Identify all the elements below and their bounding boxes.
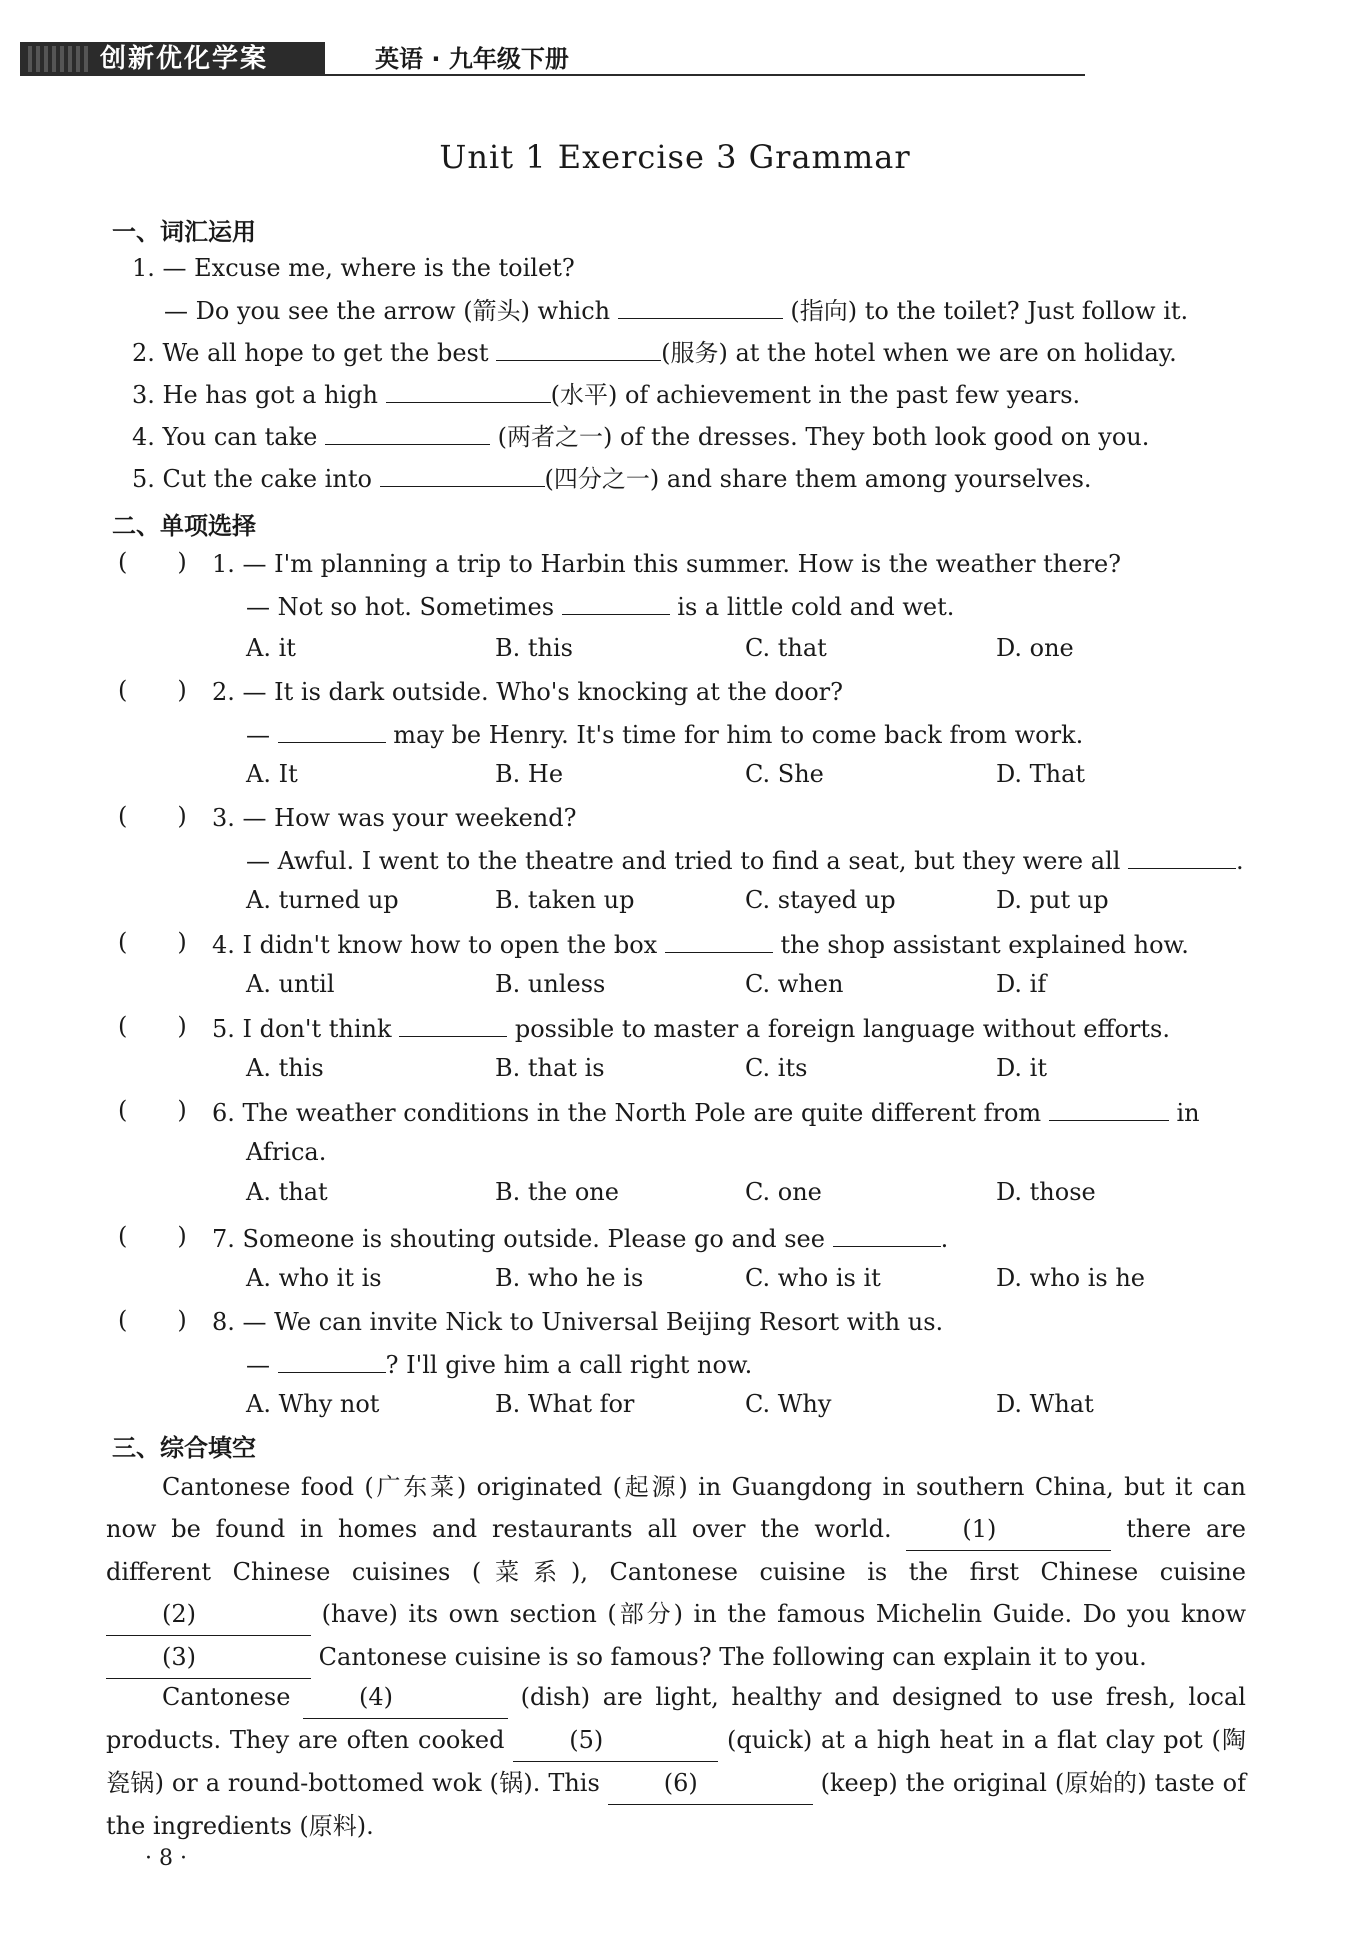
text: (quick) at a high heat in a flat clay pot (陶瓷锅) or a round-bottomed wok (锅). This [106, 1726, 1246, 1797]
page-title: Unit 1 Exercise 3 Grammar [439, 138, 911, 176]
paren-left: ( [118, 548, 128, 576]
vocab-q1-question: 1. — Excuse me, where is the toilet? [132, 254, 575, 282]
cloze-blank-2[interactable] [106, 1593, 311, 1636]
mc-q6-question [212, 1096, 1200, 1129]
paren-left: ( [118, 676, 128, 704]
cloze-blank-4[interactable] [303, 1676, 508, 1719]
answer-blank[interactable] [1128, 844, 1236, 869]
option-b[interactable]: B. that is [495, 1054, 605, 1082]
page-header [20, 42, 1070, 76]
logo-stripes-icon [28, 46, 88, 72]
option-c[interactable]: C. who is it [745, 1264, 881, 1292]
option-c[interactable]: C. when [745, 970, 844, 998]
mc-q1-question: 1. — I'm planning a trip to Harbin this summer. How is the weather there? [212, 550, 1122, 578]
option-d[interactable]: D. if [996, 970, 1047, 998]
mc-q7-question [212, 1222, 948, 1255]
text: (四分之一) and share them among yourselves. [544, 465, 1092, 493]
option-d[interactable]: D. That [996, 760, 1086, 788]
paren-right: ) [177, 928, 187, 956]
answer-paren[interactable] [118, 1222, 187, 1250]
text: (两者之一) of the dresses. They both look good on you. [497, 423, 1150, 451]
cloze-paragraph-2 [106, 1676, 1246, 1847]
option-b[interactable]: B. He [495, 760, 564, 788]
paren-left: ( [118, 1096, 128, 1124]
paren-right: ) [177, 1222, 187, 1250]
option-a[interactable]: A. until [246, 970, 335, 998]
vocab-q3 [132, 378, 1080, 411]
mc-q2-answer-line [246, 718, 1083, 751]
answer-blank[interactable] [562, 590, 670, 615]
mc-q3-answer-line [246, 844, 1244, 877]
mc-q1-answer-line [246, 590, 954, 623]
text: Cantonese food (广东菜) originated (起源) in Guangdong in southern China, but it can now be found in homes and restaurants all over the world. [106, 1473, 1246, 1543]
option-a[interactable]: A. turned up [246, 886, 399, 914]
answer-paren[interactable] [118, 1012, 187, 1040]
text: (have) its own section (部分) in the famous Michelin Guide. Do you know [321, 1600, 1246, 1628]
text: Cantonese [162, 1683, 291, 1711]
section-heading-cloze: 三、综合填空 [112, 1434, 256, 1462]
option-a[interactable]: A. it [246, 634, 296, 662]
paren-left: ( [118, 1222, 128, 1250]
option-d[interactable]: D. those [996, 1178, 1096, 1206]
answer-paren[interactable] [118, 1306, 187, 1334]
text: 6. The weather conditions in the North Pole are quite different from [212, 1099, 1042, 1127]
option-a[interactable]: A. that [246, 1178, 328, 1206]
brand-text: 创新优化学案 [100, 44, 269, 74]
option-a[interactable]: A. who it is [246, 1264, 382, 1292]
paren-left: ( [118, 1012, 128, 1040]
text: (4) [359, 1683, 394, 1711]
paren-left: ( [118, 802, 128, 830]
option-c[interactable]: C. stayed up [745, 886, 896, 914]
option-d[interactable]: D. What [996, 1390, 1094, 1418]
option-d[interactable]: D. who is he [996, 1264, 1146, 1292]
text: possible to master a foreign language without efforts. [514, 1015, 1170, 1043]
answer-paren[interactable] [118, 928, 187, 956]
text: (服务) at the hotel when we are on holiday. [661, 339, 1177, 367]
brand-logo [20, 42, 325, 76]
option-a[interactable]: A. It [246, 760, 298, 788]
text: 3. He has got a high [132, 381, 378, 409]
text: may be Henry. It's time for him to come back from work. [393, 721, 1084, 749]
text: (5) [569, 1726, 604, 1754]
paren-right: ) [177, 1096, 187, 1124]
option-a[interactable]: A. this [246, 1054, 324, 1082]
answer-blank[interactable] [325, 420, 490, 445]
mc-q5-question [212, 1012, 1170, 1045]
text: . [1236, 847, 1244, 875]
paren-left: ( [118, 1306, 128, 1334]
option-c[interactable]: C. Why [745, 1390, 832, 1418]
text: (水平) of achievement in the past few years. [550, 381, 1081, 409]
vocab-q1-answer-line [164, 294, 1188, 327]
text: 4. I didn't know how to open the box [212, 931, 658, 959]
answer-paren[interactable] [118, 802, 187, 830]
text: in [1176, 1099, 1200, 1127]
answer-paren[interactable] [118, 1096, 187, 1124]
text: (2) [162, 1600, 196, 1628]
option-d[interactable]: D. put up [996, 886, 1109, 914]
text: there are different Chinese cuisines (菜系), Cantonese cuisine is the first Chinese cuisine [106, 1515, 1246, 1586]
option-c[interactable]: C. that [745, 634, 827, 662]
option-a[interactable]: A. Why not [246, 1390, 380, 1418]
mc-q3-question: 3. — How was your weekend? [212, 804, 577, 832]
vocab-q2 [132, 336, 1177, 369]
cloze-blank-1[interactable] [906, 1508, 1111, 1551]
answer-blank[interactable] [278, 718, 386, 743]
subject-label: 英语 · 九年级下册 [375, 45, 569, 73]
option-b[interactable]: B. this [495, 634, 573, 662]
cloze-paragraph-1 [106, 1466, 1246, 1679]
text: (3) [162, 1643, 196, 1671]
option-d[interactable]: D. it [996, 1054, 1047, 1082]
answer-paren[interactable] [118, 676, 187, 704]
paren-right: ) [177, 1012, 187, 1040]
option-d[interactable]: D. one [996, 634, 1074, 662]
answer-blank[interactable] [399, 1012, 507, 1037]
answer-blank[interactable] [1049, 1096, 1169, 1121]
mc-q4-question [212, 928, 1189, 961]
text: . [940, 1225, 949, 1253]
option-c[interactable]: C. its [745, 1054, 808, 1082]
option-b[interactable]: B. the one [495, 1178, 619, 1206]
text: 7. Someone is shouting outside. Please go and see [212, 1225, 825, 1253]
text: (1) [962, 1515, 997, 1543]
answer-blank[interactable] [618, 294, 783, 319]
cloze-blank-6[interactable] [608, 1762, 813, 1805]
text: Cantonese cuisine is so famous? The following can explain it to you. [318, 1643, 1147, 1671]
text: (keep) the original (原始的) taste of the ingredients (原料). [106, 1769, 1246, 1840]
mc-q2-question: 2. — It is dark outside. Who's knocking at the door? [212, 678, 844, 706]
text: (dish) are light, healthy and designed to use fresh, local products. They are often cooked [106, 1683, 1246, 1754]
paren-left: ( [118, 928, 128, 956]
answer-blank[interactable] [833, 1222, 941, 1247]
text: — [246, 721, 270, 749]
text: — Awful. I went to the theatre and tried to find a seat, but they were all [246, 847, 1121, 875]
option-b[interactable]: B. unless [495, 970, 606, 998]
option-b[interactable]: B. who he is [495, 1264, 644, 1292]
text: 5. I don't think [212, 1015, 392, 1043]
answer-blank[interactable] [386, 378, 551, 403]
option-b[interactable]: B. What for [495, 1390, 635, 1418]
answer-blank[interactable] [496, 336, 661, 361]
mc-q6-continued: Africa. [246, 1138, 327, 1166]
text: 4. You can take [132, 423, 318, 451]
text: (6) [663, 1769, 698, 1797]
text: — [246, 1351, 270, 1379]
text: 5. Cut the cake into [132, 465, 372, 493]
paren-right: ) [177, 548, 187, 576]
answer-blank[interactable] [380, 462, 545, 487]
option-c[interactable]: C. one [745, 1178, 822, 1206]
text: the shop assistant explained how. [780, 931, 1189, 959]
text: (指向) to the toilet? Just follow it. [790, 297, 1189, 325]
cloze-blank-3[interactable] [106, 1636, 311, 1679]
answer-paren[interactable] [118, 548, 187, 576]
mc-q8-answer-line [246, 1348, 752, 1381]
option-c[interactable]: C. She [745, 760, 824, 788]
page-number: · 8 · [145, 1846, 187, 1871]
text: — Do you see the arrow (箭头) which [164, 297, 611, 325]
text: ? I'll give him a call right now. [385, 1351, 753, 1379]
answer-blank[interactable] [278, 1348, 386, 1373]
text: 2. We all hope to get the best [132, 339, 489, 367]
answer-blank[interactable] [665, 928, 773, 953]
vocab-q4 [132, 420, 1149, 453]
paren-right: ) [177, 676, 187, 704]
vocab-q5 [132, 462, 1092, 495]
paren-right: ) [177, 1306, 187, 1334]
paren-right: ) [177, 802, 187, 830]
cloze-blank-5[interactable] [513, 1719, 718, 1762]
section-heading-vocab: 一、词汇运用 [112, 218, 256, 246]
text: is a little cold and wet. [677, 593, 955, 621]
text: — Not so hot. Sometimes [246, 593, 555, 621]
mc-q8-question: 8. — We can invite Nick to Universal Beijing Resort with us. [212, 1308, 944, 1336]
option-b[interactable]: B. taken up [495, 886, 635, 914]
section-heading-choice: 二、单项选择 [112, 512, 256, 540]
